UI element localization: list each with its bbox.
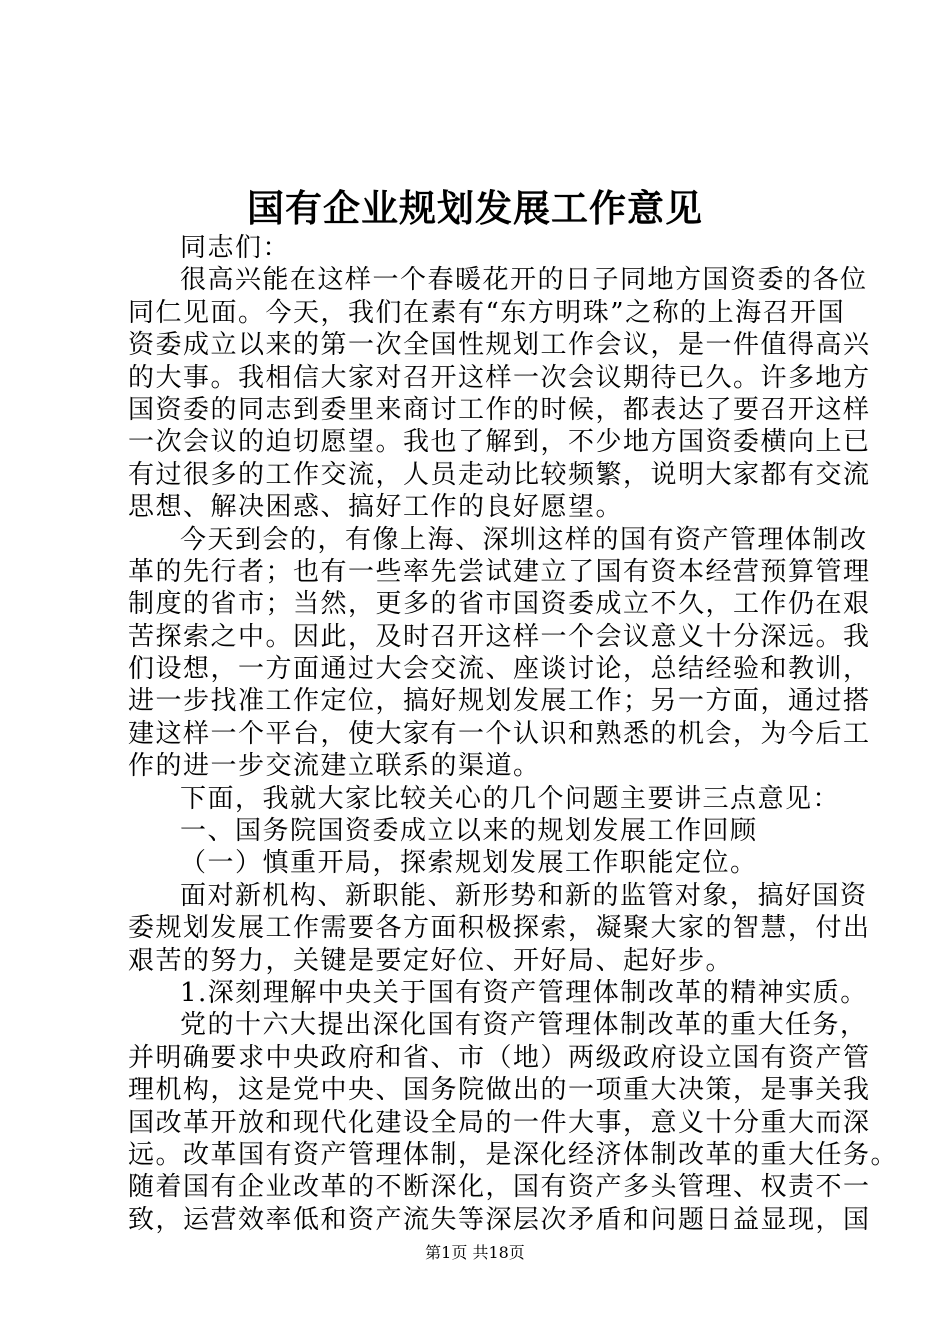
body-line: 今天到会的，有像上海、深圳这样的国有资产管理体制改 [180,524,868,555]
page-number-footer: 第1页 共18页 [425,1243,525,1262]
body-line: 随着国有企业改革的不断深化，国有资产多头管理、权责不一 [128,1172,871,1203]
body-line: 下面，我就大家比较关心的几个问题主要讲三点意见： [180,783,841,814]
body-line: 国改革开放和现代化建设全局的一件大事，意义十分重大而深 [128,1107,871,1138]
body-line: 1.深刻理解中央关于国有资产管理体制改革的精神实质。 [180,977,868,1008]
body-line: 委规划发展工作需要各方面积极探索，凝聚大家的智慧，付出 [128,913,871,944]
body-line: 作的进一步交流建立联系的渠道。 [128,751,541,782]
body-line: 资委成立以来的第一次全国性规划工作会议，是一件值得高兴 [128,330,871,361]
body-line: 远。改革国有资产管理体制，是深化经济体制改革的重大任务。 [128,1139,899,1170]
body-line: 思想、解决困惑、搞好工作的良好愿望。 [128,492,624,523]
body-line: （一）慎重开局，探索规划发展工作职能定位。 [180,848,758,879]
body-line: 们设想，一方面通过大会交流、座谈讨论，总结经验和教训， [128,654,871,685]
body-line: 国资委的同志到委里来商讨工作的时候，都表达了要召开这样 [128,394,871,425]
body-line: 制度的省市；当然，更多的省市国资委成立不久，工作仍在艰 [128,589,871,620]
body-line: 的大事。我相信大家对召开这样一次会议期待已久。许多地方 [128,362,871,393]
body-line: 同仁见面。今天，我们在素有“东方明珠”之称的上海召开国 [128,297,846,328]
body-line: 建这样一个平台，使大家有一个认识和熟悉的机会，为今后工 [128,718,871,749]
body-line: 致，运营效率低和资产流失等深层次矛盾和问题日益显现，国 [128,1204,871,1235]
body-line: 党的十六大提出深化国有资产管理体制改革的重大任务， [180,1010,868,1041]
body-line: 面对新机构、新职能、新形势和新的监管对象，搞好国资 [180,880,868,911]
body-line: 一次会议的迫切愿望。我也了解到，不少地方国资委横向上已 [128,427,871,458]
body-line: 理机构，这是党中央、国务院做出的一项重大决策，是事关我 [128,1075,871,1106]
body-line: 艰苦的努力，关键是要定好位、开好局、起好步。 [128,945,734,976]
body-line: 进一步找准工作定位，搞好规划发展工作；另一方面，通过搭 [128,686,871,717]
body-line: 同志们： [180,233,291,263]
document-body [128,232,899,1236]
body-line: 苦探索之中。因此，及时召开这样一个会议意义十分深远。我 [128,621,871,652]
body-line: 并明确要求中央政府和省、市（地）两级政府设立国有资产管 [128,1042,871,1073]
document-title: 国有企业规划发展工作意见 [247,186,703,230]
body-line: 有过很多的工作交流，人员走动比较频繁，说明大家都有交流 [128,459,871,490]
body-line: 很高兴能在这样一个春暖花开的日子同地方国资委的各位 [180,265,868,296]
body-line: 一、国务院国资委成立以来的规划发展工作回顾 [180,816,758,847]
body-line: 革的先行者；也有一些率先尝试建立了国有资本经营预算管理 [128,556,871,587]
